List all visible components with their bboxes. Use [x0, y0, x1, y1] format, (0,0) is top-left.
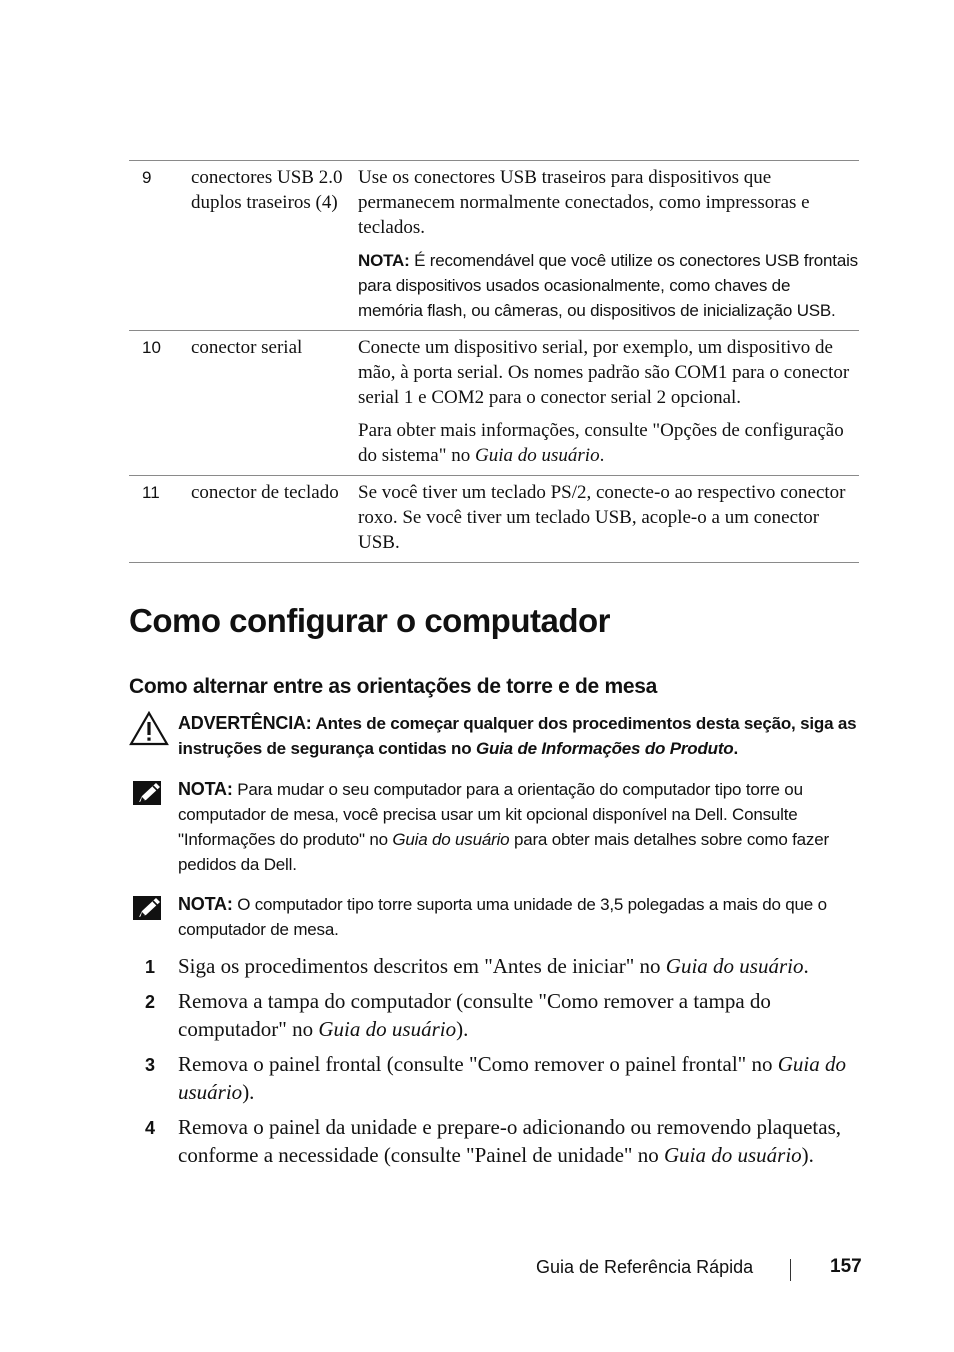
step-number: 4 [145, 1118, 156, 1138]
table-row [129, 161, 859, 331]
connector-name: conector de teclado [191, 482, 339, 503]
note-label: NOTA: [178, 894, 233, 914]
list-item [129, 1113, 859, 1169]
table-row [129, 476, 859, 563]
footer-divider [790, 1259, 791, 1281]
guide-reference: Guia do usuário [663, 1143, 802, 1167]
note-body: Para mudar o seu computador para a orientação do computador tipo torre ou computador de mesa, você precisa usar um kit opcional disponível na Dell. Consulte "Informações do produto" no [178, 780, 803, 849]
description-text: Se você tiver um teclado PS/2, conecte-o ao respectivo conector roxo. Se você tiver um teclado USB, acople-o a um conector USB. [358, 482, 846, 553]
connector-description [358, 331, 859, 476]
subsection-heading: Como alternar entre as orientações de torre e de mesa [129, 675, 657, 698]
inline-note [358, 248, 859, 323]
note-label: NOTA: [178, 779, 233, 799]
warning-end: . [733, 739, 738, 758]
step-end: . [803, 954, 809, 978]
pencil-note-icon [129, 777, 169, 813]
connector-table [129, 160, 859, 563]
pencil-note-icon [129, 892, 169, 928]
connector-name: conector serial [191, 337, 303, 358]
note-text [178, 892, 859, 942]
step-number: 3 [145, 1055, 156, 1075]
note-label: NOTA: [358, 251, 410, 270]
list-item [129, 952, 859, 980]
step-text: Remova a tampa do computador (consulte "Como remover a tampa do computador" no [178, 989, 771, 1041]
note-callout [129, 892, 859, 942]
more-info-text [358, 418, 859, 468]
note-callout [129, 777, 859, 877]
row-number: 11 [142, 483, 160, 502]
warning-triangle-icon [129, 711, 169, 747]
footer-title: Guia de Referência Rápida [536, 1257, 754, 1277]
step-number: 1 [145, 957, 156, 977]
warning-text [178, 711, 859, 761]
row-number: 9 [142, 168, 152, 187]
connector-description [358, 161, 859, 331]
warning-callout [129, 711, 859, 761]
more-info-post: . [599, 445, 605, 466]
warning-label: ADVERTÊNCIA: [178, 713, 312, 733]
row-number: 10 [142, 338, 161, 357]
step-number: 2 [145, 992, 156, 1012]
guide-reference: Guia do usuário [475, 445, 600, 466]
list-item [129, 987, 859, 1043]
connector-name: conectores USB 2.0 duplos traseiros (4) [191, 167, 343, 213]
step-end: ). [801, 1143, 814, 1167]
connector-description [358, 476, 859, 563]
description-text: Conecte um dispositivo serial, por exemplo, um dispositivo de mão, à porta serial. Os nomes padrão são COM1 para o conector serial 1 e COM2 para o conector serial 2 opcional. [358, 337, 850, 408]
list-item [129, 1050, 859, 1106]
note-body: O computador tipo torre suporta uma unidade de 3,5 polegadas a mais do que o computador de mesa. [178, 895, 827, 939]
step-text: Remova o painel frontal (consulte "Como remover o painel frontal" no [178, 1052, 778, 1076]
guide-reference: Guia de Informações do Produto [475, 739, 734, 758]
section-heading: Como configurar o computador [129, 602, 610, 639]
note-text [178, 777, 859, 877]
guide-reference: Guia do usuário [392, 830, 510, 849]
guide-reference: Guia do usuário [178, 1052, 846, 1104]
guide-reference: Guia do usuário [665, 954, 804, 978]
step-text: Siga os procedimentos descritos em "Antes de iniciar" no [178, 954, 666, 978]
more-info-pre: Para obter mais informações, consulte "Opções de configuração do sistema" no [358, 420, 844, 466]
description-text: Use os conectores USB traseiros para dispositivos que permanecem normalmente conectados, como impressoras e teclados. [358, 167, 810, 238]
step-text: Remova o painel da unidade e prepare-o adicionando ou removendo plaquetas, conforme a necessidade (consulte "Painel de unidade" no [178, 1115, 842, 1167]
step-end: ). [242, 1080, 255, 1104]
page-number: 157 [830, 1256, 862, 1277]
procedure-steps [129, 952, 859, 1176]
warning-body: Antes de começar qualquer dos procedimentos desta seção, siga as instruções de segurança contidas no [178, 714, 857, 758]
note-end: para obter mais detalhes sobre como fazer pedidos da Dell. [178, 830, 829, 874]
note-text: É recomendável que você utilize os conectores USB frontais para dispositivos usados ocasionalmente, como chaves de memória flash, ou câmeras, ou dispositivos de inicialização USB. [358, 251, 858, 320]
guide-reference: Guia do usuário [318, 1017, 457, 1041]
step-end: ). [456, 1017, 469, 1041]
table-row [129, 331, 859, 476]
